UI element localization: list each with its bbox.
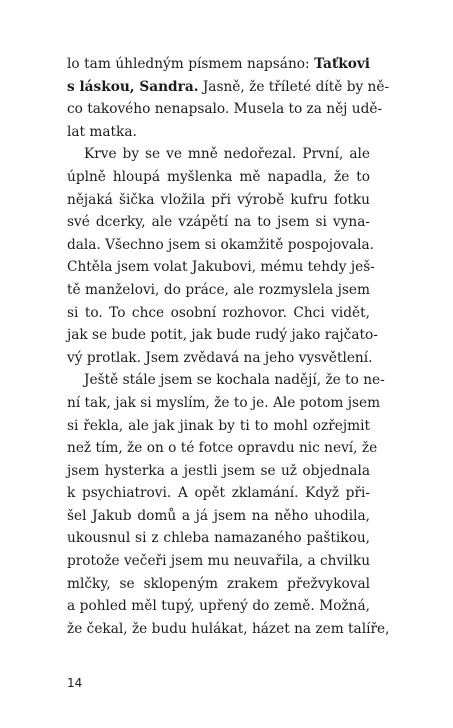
text-run: jsem hysterka a jestli jsem se už objednala <box>67 462 370 479</box>
text-run: Krve by se ve mně nedořezal. První, ale <box>84 146 370 163</box>
text-line <box>67 166 370 189</box>
text-line <box>67 573 370 596</box>
text-line <box>67 211 370 234</box>
paragraph <box>67 143 378 369</box>
text-line <box>67 392 381 415</box>
text-run: dala. Všechno jsem si okamžitě pospojovala. <box>67 236 375 253</box>
text-line <box>67 76 390 99</box>
text-run: Jasně, že tříleté dítě by ně- <box>198 78 390 95</box>
bold-text: Taťkovi <box>314 56 370 72</box>
text-run: ní tak, jak si myslím, že to je. Ale potom jsem <box>67 394 381 411</box>
text-line <box>67 324 378 347</box>
text-line <box>67 189 370 212</box>
text-run: vý protlak. Jsem zvědavá na jeho vysvětlení. <box>67 349 373 366</box>
text-line <box>67 527 370 550</box>
text-line <box>67 550 370 573</box>
text-run: Ještě stále jsem se kochala nadějí, že to ne- <box>84 372 385 389</box>
text-line <box>67 53 370 76</box>
text-run: k psychiatrovi. A opět zklamání. Když při- <box>67 485 370 502</box>
body-text <box>67 53 390 640</box>
text-line <box>67 595 370 618</box>
text-line <box>67 143 370 166</box>
text-run: mlčky, se sklopeným zrakem přežvykoval <box>67 575 370 592</box>
text-run: šel Jakub domů a já jsem na něho uhodila, <box>67 507 370 524</box>
text-run: nějaká šička vložila při výrobě kufru fotku <box>67 191 370 208</box>
text-line <box>67 347 373 370</box>
text-line <box>67 98 383 121</box>
text-line <box>67 256 375 279</box>
text-line <box>67 121 370 144</box>
text-line <box>67 279 370 302</box>
text-run: lo tam úhledným písmem napsáno: <box>67 56 315 72</box>
text-run: než tím, že on o té fotce opravdu nic neví, že <box>67 440 378 457</box>
paragraph <box>67 369 390 640</box>
text-run: a pohled měl tupý, upřený do země. Možná, <box>67 598 370 615</box>
text-run: tě manželovi, do práce, ale rozmyslela jsem <box>67 281 370 298</box>
bold-text: s láskou, Sandra. <box>67 78 199 95</box>
text-run: Chtěla jsem volat Jakubovi, mému tehdy ješ- <box>67 259 375 276</box>
text-line <box>67 369 385 392</box>
text-run: jak se bude potit, jak bude rudý jako rajčato- <box>67 327 378 344</box>
page-number: 14 <box>67 676 83 690</box>
text-line <box>67 482 370 505</box>
text-line <box>67 302 370 325</box>
text-run: úplně hloupá myšlenka mě napadla, že to <box>67 168 370 185</box>
text-run: své dcerky, ale vzápětí na to jsem si vyna- <box>67 214 370 231</box>
text-line <box>67 618 390 641</box>
text-run: si to. To chce osobní rozhovor. Chci vidět, <box>67 304 370 321</box>
text-run: protože večeři jsem mu neuvařila, a chvilku <box>67 553 371 570</box>
text-line <box>67 415 370 438</box>
text-run: ukousnul si z chleba namazaného paštikou, <box>67 530 370 547</box>
paragraph <box>67 53 390 143</box>
text-line <box>67 437 378 460</box>
text-line <box>67 460 370 483</box>
text-run: co takového nenapsalo. Musela to za něj udě- <box>67 101 383 118</box>
text-run: že čekal, že budu hulákat, házet na zem talíře, <box>67 620 390 637</box>
text-line <box>67 234 375 257</box>
text-run: lat matka. <box>67 123 137 140</box>
text-run: si řekla, ale jak jinak by ti to mohl ozřejmit <box>67 417 370 434</box>
text-line <box>67 505 370 528</box>
